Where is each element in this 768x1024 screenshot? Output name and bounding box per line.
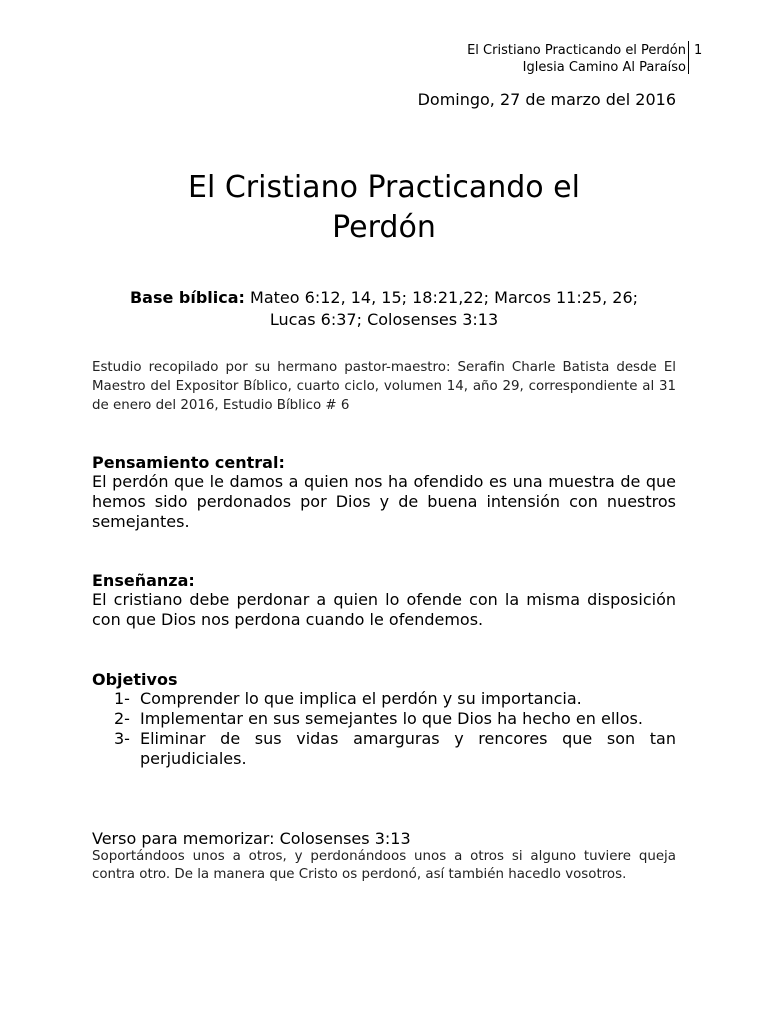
objective-text: Comprender lo que implica el perdón y su importancia. [140,689,582,708]
study-note: Estudio recopilado por su hermano pastor-maestro: Serafin Charle Batista desde El Maestro del Expositor Bíblico, cuarto ciclo, volumen 14, año 29, correspondiente al 31 de enero del 2016, Estudio Bíblico # 6 [92,360,676,413]
objective-item [92,709,676,729]
document-date: Domingo, 27 de marzo del 2016 [417,90,676,109]
base-biblica-refs-1: Mateo 6:12, 14, 15; 18:21,22; Marcos 11:25, 26; [244,288,639,307]
central-text: El perdón que le damos a quien nos ha ofendido es una muestra de que hemos sido perdonados por Dios y de buena intensión con nuestros semejantes. [92,472,676,531]
title-line-2: Perdón [332,210,436,245]
objective-item [92,729,676,769]
document-title [92,168,676,248]
central-heading: Pensamiento central: [92,453,285,472]
objective-item [92,689,676,709]
objectives-list [92,689,676,769]
memory-verse-text: Soportándoos unos a otros, y perdonándoos unos a otros si alguno tuviere queja contra otro. De la manera que Cristo os perdonó, así también hacedlo vosotros. [92,849,676,882]
objective-text: Implementar en sus semejantes lo que Dios ha hecho en ellos. [140,709,643,728]
page-number: 1 [694,43,703,58]
objective-number: 1- [114,689,130,708]
teaching-text: El cristiano debe perdonar a quien lo ofende con la misma disposición con que Dios nos perdona cuando le ofendemos. [92,590,676,629]
base-biblica-label: Base bíblica: [129,288,245,307]
objective-text: Eliminar de sus vidas amarguras y rencores que son tan perjudiciales. [140,729,676,768]
base-biblica [92,287,676,331]
objectives-heading: Objetivos [92,670,178,689]
header-title: El Cristiano Practicando el Perdón [467,43,686,58]
header-divider [688,41,689,74]
objective-number: 3- [114,729,130,748]
memory-verse-heading: Verso para memorizar: Colosenses 3:13 [92,829,411,848]
running-header [467,42,686,76]
objective-number: 2- [114,709,130,728]
teaching-heading: Enseñanza: [92,571,195,590]
base-biblica-refs-2: Lucas 6:37; Colosenses 3:13 [269,310,499,329]
header-church: Iglesia Camino Al Paraíso [522,60,686,75]
title-line-1: El Cristiano Practicando el [188,170,580,205]
